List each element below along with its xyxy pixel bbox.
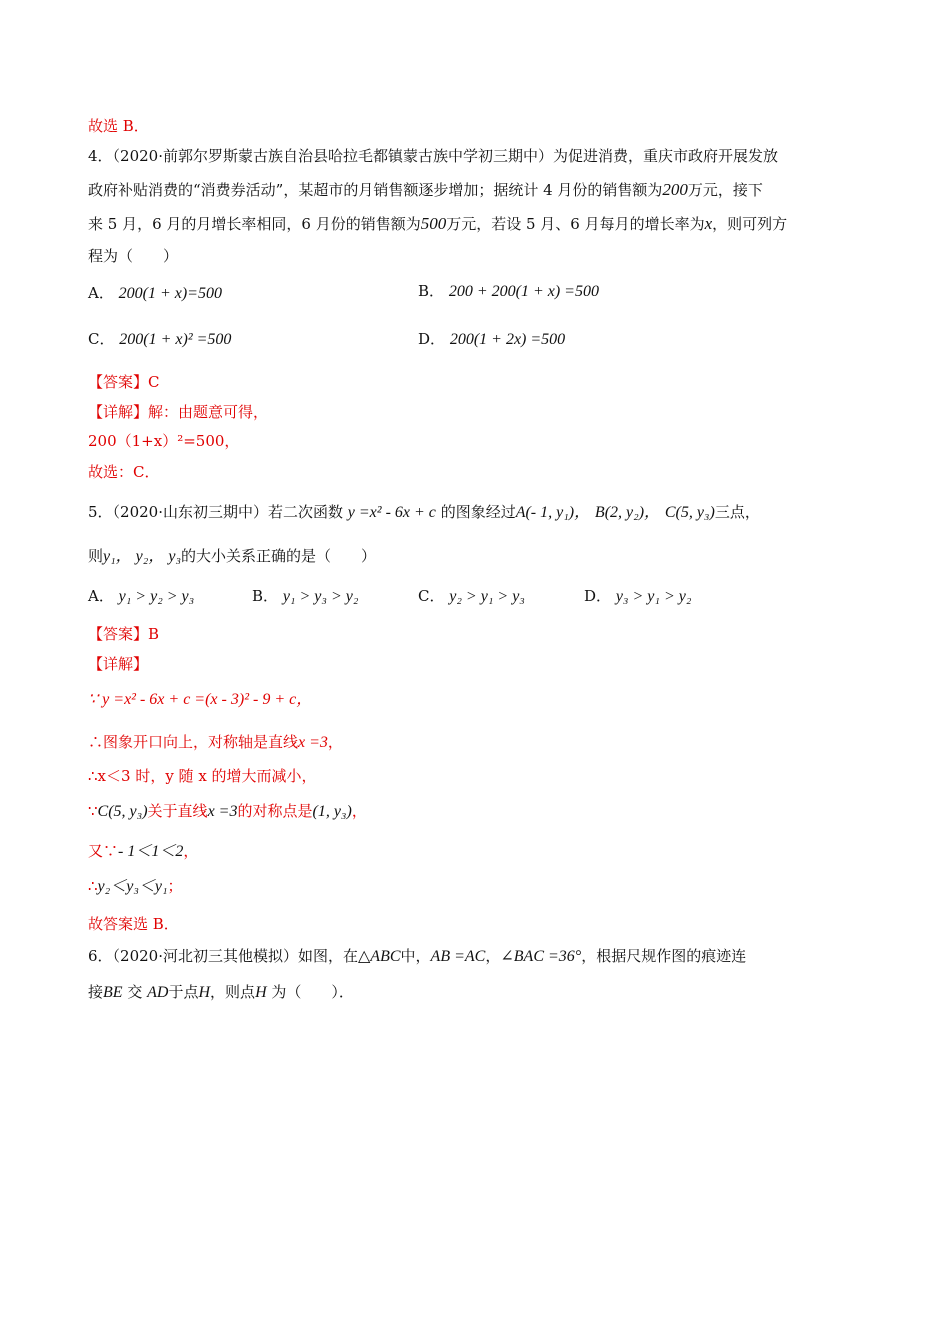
option-label: C． [88,330,115,348]
step-text: 又∵ [88,842,119,860]
option-label: A． [88,587,114,605]
q6-be: BE [103,984,123,1001]
q4-value-500: 500 [420,214,447,233]
q5-conclusion: 故答案选 B． [88,915,179,933]
q4-stem-line4: 程为（ ） [88,247,179,265]
q5-option-c[interactable] [418,586,525,607]
q5-vars: y₁， y₂， y₃ [103,548,182,565]
q4-text: 来 5 月，6 月的月增长率相同，6 月份的销售额为 [88,215,421,233]
q5-detail-label: 【详解】 [88,655,149,673]
detail-label: 【详解】 [88,403,149,421]
q6-stem-line1 [88,946,746,967]
q6-text: 中， [400,947,431,965]
q6-eq-ab-ac: AB =AC [430,948,486,965]
option-label: A． [88,284,114,302]
q4-text: ，则可列方 [712,215,788,233]
q5-option-b[interactable] [252,586,358,607]
option-expr: y₂ > y₁ > y₃ [449,588,525,605]
q4-conclusion: 故选：C． [88,463,160,481]
step-text: 关于直线 [147,802,208,820]
q6-text: 交 [127,983,143,1001]
q5-text: 则 [88,547,104,565]
option-expr: 200(1 + x)² =500 [119,331,232,348]
q6-stem-line2 [88,982,354,1003]
q5-step1: ∵ y =x² - 6x + c =(x - 3)² - 9 + c， [88,691,313,708]
q5-function: y =x² - 6x + c [347,504,436,521]
q5-step5 [88,841,198,862]
q4-text: 万元，若设 5 月、6 月每月的增长率为 [446,215,705,233]
q4-value-200: 200 [662,180,688,199]
option-label: D． [584,587,612,605]
option-expr: 200(1 + 2x) =500 [449,331,566,348]
option-label: C． [418,587,445,605]
q4-stem-line2 [88,180,763,200]
option-expr: 200(1 + x)=500 [118,285,222,302]
q4-text: 万元，接下 [687,181,763,199]
q6-text: 接 [88,983,104,1001]
q5-step6 [88,876,183,897]
q6-h: H [198,984,211,1001]
option-expr: y₁ > y₃ > y₂ [282,588,359,605]
step-text: ， [351,802,367,820]
option-label: B． [418,282,445,300]
step-text: ∴ [88,877,98,895]
q6-text: 于点 [168,983,199,1001]
q6-triangle: △ABC [358,948,401,965]
q4-stem-line3 [88,214,787,234]
q5-text: 三点， [714,503,760,521]
q4-detail [88,402,268,422]
q6-angle: ∠BAC =36° [500,948,582,965]
step-text: ； [167,877,183,895]
q5-stem-line2 [88,546,376,567]
step-text: ， [183,842,199,860]
q5-step3: ∴x＜3 时，y 随 x 的增大而减小， [88,767,317,785]
q5-point-a: A(- 1, y₁)， [515,504,591,521]
q4-option-b[interactable] [418,281,599,302]
step-math: x =3 [207,803,238,820]
option-label: D． [418,330,446,348]
q5-text: 5．（2020·山东初三期中）若二次函数 [88,503,343,521]
q4-option-a[interactable] [88,283,222,304]
step-text: ， [327,733,343,751]
q6-h: H [255,984,267,1001]
step-math: x =3 [298,734,328,751]
q4-option-d[interactable] [418,329,565,350]
q4-option-c[interactable] [88,329,231,350]
option-expr: y₃ > y₁ > y₂ [615,588,692,605]
step-text: ∵ [88,802,98,820]
q6-text: 为（ ）． [271,983,354,1001]
step-text: ∴图象开口向上，对称轴是直线 [88,733,299,751]
q5-option-a[interactable] [88,586,194,607]
step-math: (1, y₃) [312,803,352,820]
q5-stem-line1 [88,502,760,523]
q6-text: 6．（2020·河北初三其他模拟）如图，在 [88,947,358,965]
step-math: y₂＜y₃＜y₁ [97,878,168,895]
q6-ad: AD [147,984,169,1001]
detail-text: 解：由题意可得， [148,403,269,421]
q5-point-c: C(5, y₃) [664,504,715,521]
q5-point-b: B(2, y₂)， [594,504,661,521]
option-expr: 200 + 200(1 + x) =500 [448,283,599,300]
q4-stem-line1: 4．（2020·前郭尔罗斯蒙古族自治县哈拉毛都镇蒙古族中学初三期中）为促进消费，重庆市政府开展发放 [88,147,778,165]
q4-var-x: x [704,214,713,233]
q6-text: ， [485,947,501,965]
q5-text: 的大小关系正确的是（ ） [181,547,377,565]
q6-text: ，根据尺规作图的痕迹连 [581,947,747,965]
q5-step4 [88,801,367,822]
q4-answer: 【答案】C [88,373,160,391]
q4-equation: 200（1+x）²=500， [88,432,240,450]
option-label: B． [252,587,279,605]
q4-text: 政府补贴消费的“消费券活动”，某超市的月销售额逐步增加；据统计 4 月份的销售额为 [88,181,663,199]
step-math: C(5, y₃) [97,803,148,820]
step-math: - 1＜1＜2 [118,843,184,860]
option-expr: y₁ > y₂ > y₃ [118,588,195,605]
q5-answer: 【答案】B [88,625,160,643]
q3-conclusion: 故选 B． [88,117,149,135]
q5-option-d[interactable] [584,586,691,607]
q5-text: 的图象经过 [440,503,516,521]
q6-text: ，则点 [210,983,256,1001]
step-text: 的对称点是 [237,802,313,820]
q5-step2 [88,732,343,753]
